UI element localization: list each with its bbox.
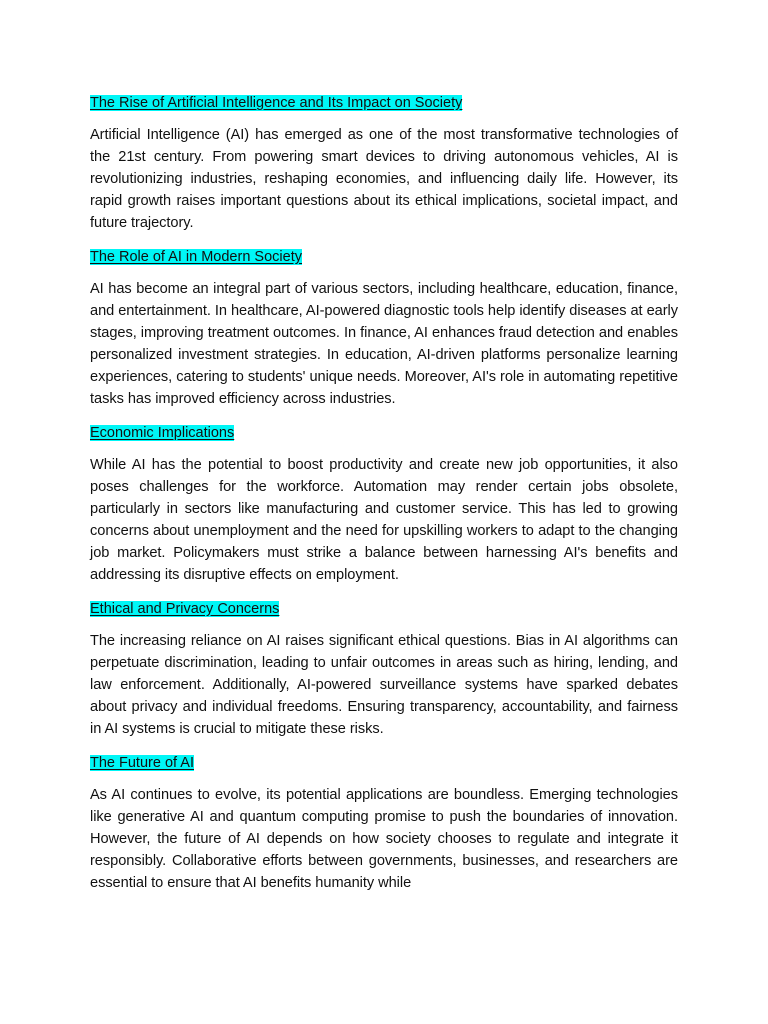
section-heading-wrap xyxy=(90,599,678,619)
section-heading-wrap xyxy=(90,753,678,773)
section-role-of-ai xyxy=(90,247,678,410)
section-rise-of-ai xyxy=(90,93,678,234)
section-heading: The Rise of Artificial Intelligence and Its Impact on Society xyxy=(90,95,463,111)
section-economic-implications xyxy=(90,423,678,586)
section-heading: The Role of AI in Modern Society xyxy=(90,249,302,265)
section-paragraph: The increasing reliance on AI raises significant ethical questions. Bias in AI algorithms can perpetuate discrimination, leading to unfair outcomes in areas such as hiring, lending, and law enforcement. Additionally, AI-powered surveillance systems have sparked debates about privacy and individual freedoms. Ensuring transparency, accountability, and fairness in AI systems is crucial to mitigate these risks. xyxy=(90,633,678,737)
section-heading-wrap xyxy=(90,247,678,267)
section-heading-wrap xyxy=(90,93,678,113)
document-page xyxy=(90,93,678,894)
section-paragraph: As AI continues to evolve, its potential applications are boundless. Emerging technologies like generative AI and quantum computing promise to push the boundaries of innovation. However, the future of AI depends on how society chooses to regulate and integrate it responsibly. Collaborative efforts between governments, businesses, and researchers are essential to ensure that AI benefits humanity while xyxy=(90,787,678,891)
section-heading: Ethical and Privacy Concerns xyxy=(90,601,280,617)
section-ethical-privacy xyxy=(90,599,678,740)
section-heading-wrap xyxy=(90,423,678,443)
section-heading: Economic Implications xyxy=(90,425,235,441)
section-paragraph: While AI has the potential to boost productivity and create new job opportunities, it also poses challenges for the workforce. Automation may render certain jobs obsolete, particularly in sectors like manufacturing and customer service. This has led to growing concerns about unemployment and the need for upskilling workers to adapt to the changing job market. Policymakers must strike a balance between harnessing AI's benefits and addressing its disruptive effects on employment. xyxy=(90,457,678,583)
section-paragraph: AI has become an integral part of various sectors, including healthcare, education, finance, and entertainment. In healthcare, AI-powered diagnostic tools help identify diseases at early stages, improving treatment outcomes. In finance, AI enhances fraud detection and enables personalized investment strategies. In education, AI-driven platforms personalize learning experiences, catering to students' unique needs. Moreover, AI's role in automating repetitive tasks has improved efficiency across industries. xyxy=(90,281,678,407)
section-heading: The Future of AI xyxy=(90,755,194,771)
section-future-of-ai xyxy=(90,753,678,894)
section-paragraph: Artificial Intelligence (AI) has emerged as one of the most transformative technologies of the 21st century. From powering smart devices to driving autonomous vehicles, AI is revolutionizing industries, reshaping economies, and influencing daily life. However, its rapid growth raises important questions about its ethical implications, societal impact, and future trajectory. xyxy=(90,127,678,231)
